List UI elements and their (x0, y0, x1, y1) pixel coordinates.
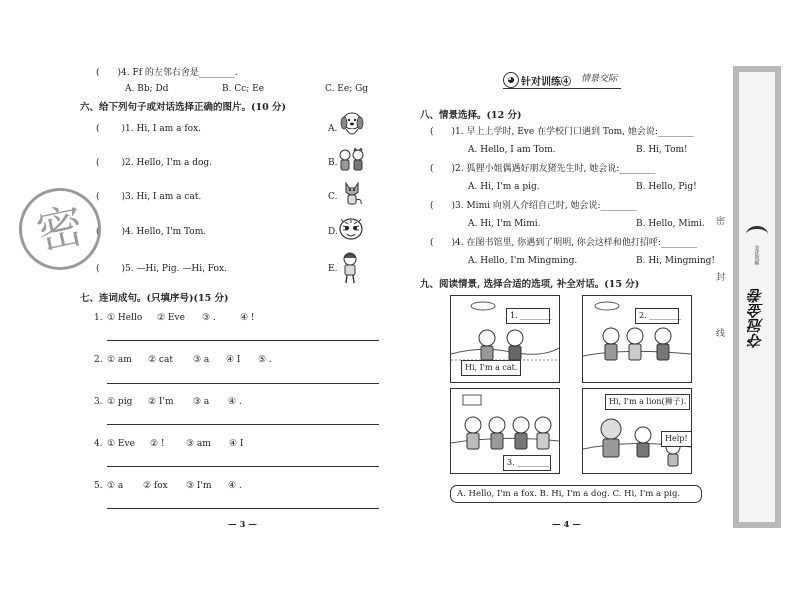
s7-word-card: ① pig (107, 397, 133, 407)
s7-word-card: ② I'm (148, 397, 174, 407)
s8-q3: ( )3. Mimi 向别人介绍自己时, 她会说:________ (430, 201, 637, 211)
seal-mark-3: 线 (716, 329, 726, 339)
s7-word-card: ② ! (150, 439, 165, 449)
s7-word-card: ② Eve (157, 313, 185, 323)
pic-label-e: E. (328, 264, 338, 274)
speech-bubble: Help! (661, 431, 692, 447)
s7-word-card: ③ am (186, 439, 211, 449)
s7-word-card: ③ a (193, 355, 210, 365)
pic-label-c: C. (328, 192, 338, 202)
s6-item-2: ( )2. Hello, I'm a dog. (96, 158, 212, 168)
s6-item-4: ( )4. Hello, I'm Tom. (96, 227, 207, 237)
brand-title: 夺冠金卷 (747, 288, 765, 348)
comic-panel-2 (582, 295, 692, 383)
s7-word-card: ④ ! (240, 313, 255, 323)
page-number-left: — 3 — (228, 520, 257, 530)
s7-row-4-num: 4. (94, 439, 103, 449)
answer-line[interactable] (107, 466, 379, 467)
s9-options-box: A. Hello, I'm a fox. B. Hi, I'm a dog. C. Hi, I'm a pig. (450, 485, 702, 503)
s7-word-card: ① Hello (107, 313, 143, 323)
two-animals-picture (337, 148, 367, 174)
fox-picture (340, 180, 364, 208)
s8-q1-a: A. Hello, I am Tom. (468, 145, 556, 155)
s7-word-card: ① am (107, 355, 132, 365)
s8-q4-b: B. Hi, Mingming! (636, 256, 716, 266)
s8-q1: ( )1. 早上上学时, Eve 在学校门口遇到 Tom, 她会说:________ (430, 127, 694, 137)
s7-word-card: ③ I'm (186, 481, 212, 491)
s7-word-card: ④ I (226, 355, 241, 365)
s8-q1-b: B. Hi, Tom! (636, 145, 688, 155)
page-number-right: — 4 — (552, 520, 581, 530)
s7-word-card: ③ a (193, 397, 210, 407)
s8-q3-b: B. Hello, Mimi. (636, 219, 705, 229)
s7-word-card: ④ . (228, 397, 242, 407)
s7-word-card: ② cat (148, 355, 173, 365)
speech-bubble: 2. ________ (635, 308, 679, 324)
section-8-title: 八、情景选择。(12 分) (420, 110, 522, 121)
s8-q2-a: A. Hi, I'm a pig. (468, 182, 540, 192)
s8-q4-a: A. Hello, I'm Mingming. (468, 256, 578, 266)
q4-opt-b: B. Cc; Ee (222, 84, 265, 94)
answer-line[interactable] (107, 340, 379, 341)
brand-logo (745, 226, 769, 265)
s7-word-card: ③ . (202, 313, 216, 323)
section-7-title: 七、连词成句。(只填序号)(15 分) (80, 293, 229, 304)
s7-word-card: ④ . (228, 481, 242, 491)
s8-q3-a: A. Hi, I'm Mimi. (468, 219, 541, 229)
section-banner (503, 72, 621, 89)
s7-word-card: ② fox (143, 481, 168, 491)
s7-row-5-num: 5. (94, 481, 103, 491)
s6-item-3: ( )3. Hi, I am a cat. (96, 192, 202, 202)
owl-icon: ◕ (503, 72, 519, 88)
comic-panel-1 (450, 295, 560, 383)
confidential-stamp: 密 (11, 180, 108, 277)
swoosh-icon (746, 226, 768, 243)
s8-q2-b: B. Hello, Pig! (636, 182, 697, 192)
s8-q4: ( )4. 在图书馆里, 你遇到了明明, 你会这样和他打招呼:________ (430, 238, 697, 248)
s8-q2: ( )2. 狐狸小姐偶遇好朋友猪先生时, 她会说:________ (430, 164, 656, 174)
s7-word-card: ① Eve (107, 439, 135, 449)
section-9-title: 九、阅读情景, 选择合适的选项, 补全对话。(15 分) (420, 279, 640, 290)
pic-label-d: D. (328, 227, 338, 237)
s7-row-3-num: 3. (94, 397, 103, 407)
speech-bubble: Hi, I'm a lion(狮子). (605, 394, 690, 410)
s6-item-5: ( )5. —Hi, Pig. —Hi, Fox. (96, 264, 227, 274)
s7-word-card: ① a (107, 481, 124, 491)
seal-mark-1: 密 (716, 217, 726, 227)
boy-picture (339, 252, 361, 284)
seal-mark-2: 封 (716, 273, 726, 283)
comic-panel-3 (450, 388, 560, 474)
dog-picture (338, 110, 366, 140)
answer-line[interactable] (107, 508, 379, 509)
speech-bubble: Hi, I'm a cat. (461, 360, 521, 376)
q4-opt-a: A. Bb; Dd (125, 84, 169, 94)
s6-item-1: ( )1. Hi, I am a fox. (96, 124, 202, 134)
brand-small: 金优教辅 (753, 245, 760, 265)
comic-panel-4 (582, 388, 692, 474)
banner-title: 针对训练④ (521, 77, 571, 88)
s7-row-2-num: 2. (94, 355, 103, 365)
pic-label-a: A. (328, 124, 338, 134)
s7-word-card: ⑤ . (258, 355, 272, 365)
q4-line: ( )4. Ff 的左邻右舍是________. (96, 68, 238, 78)
q4-opt-c: C. Ee; Gg (325, 84, 369, 94)
binding-sidebar (716, 66, 781, 528)
speech-bubble: 1. ________ (506, 308, 550, 324)
answer-line[interactable] (107, 383, 379, 384)
s7-row-1-num: 1. (94, 313, 103, 323)
seal-marks (716, 194, 730, 362)
s7-word-card: ④ I (229, 439, 244, 449)
banner-subtitle: 情景交际 (581, 74, 618, 84)
cat-picture (336, 214, 366, 244)
section-6-title: 六、给下列句子或对话选择正确的图片。(10 分) (80, 102, 287, 113)
speech-bubble: 3. ________ (503, 455, 551, 471)
answer-line[interactable] (107, 424, 379, 425)
pic-label-b: B. (328, 158, 338, 168)
